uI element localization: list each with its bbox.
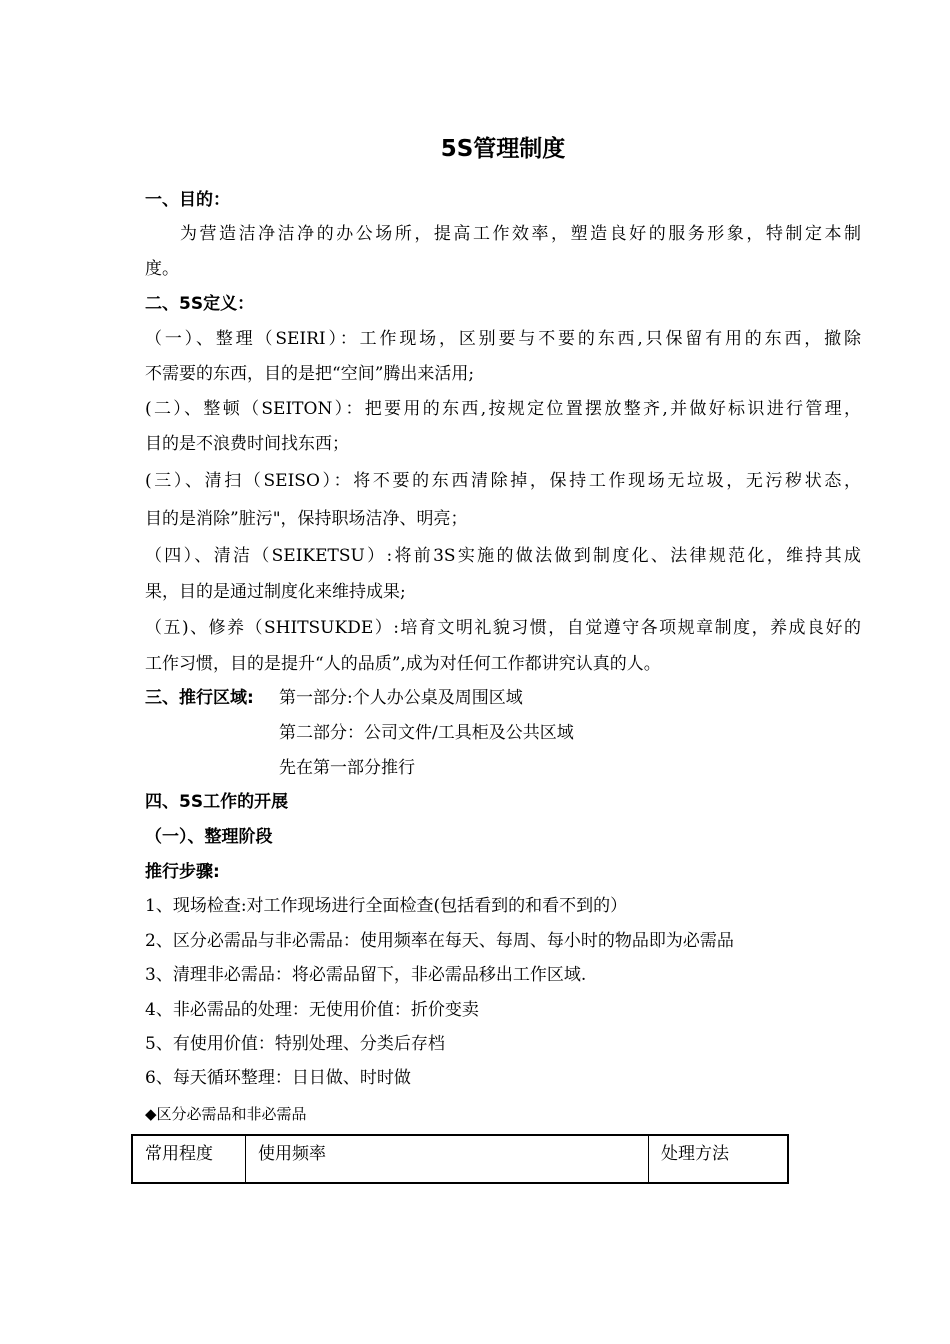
definition-seiton-line-1: (二）、整顿（SEITON）：把要用的东西,按规定位置摆放整齐,并做好标识进行管理，	[145, 399, 861, 419]
header-usage-frequency: 使用频率	[246, 1135, 649, 1183]
phase-heading: （一）、整理阶段	[145, 827, 273, 847]
definition-seiso-line-1: (三）、清扫（SEISO）：将不要的东西清除掉，保持工作现场无垃圾，无污秽状态，	[145, 471, 861, 491]
definition-seiso-line-2: 目的是消除”脏污"，保持职场洁净、明亮；	[145, 509, 468, 529]
purpose-paragraph-line-1: 为营造洁净洁净的办公场所，提高工作效率，塑造良好的服务形象，特制定本制	[180, 224, 861, 244]
definition-seiketsu-line-2: 果，目的是通过制度化来维持成果;	[145, 582, 406, 602]
area-first-step: 先在第一部分推行	[279, 758, 415, 778]
section-4-heading: 四、5S工作的开展	[145, 792, 289, 812]
table-header-row	[132, 1135, 788, 1183]
definition-shitsuke-line-2: 工作习惯，目的是提升“人的品质”,成为对任何工作都讲究认真的人。	[145, 654, 661, 674]
page-title: 5S管理制度	[440, 136, 566, 162]
step-item: 4、非必需品的处理：无使用价值：折价变卖	[145, 1000, 479, 1020]
step-item: 1、现场检查:对工作现场进行全面检查(包括看到的和看不到的）	[145, 896, 628, 916]
definition-seiri-line-1: （一）、整理（SEIRI）：工作现场，区别要与不要的东西,只保留有用的东西，撤除	[145, 329, 861, 349]
step-item: 5、有使用价值：特别处理、分类后存档	[145, 1034, 445, 1054]
header-handling-method: 处理方法	[649, 1135, 789, 1183]
section-2-heading: 二、5S定义：	[145, 294, 255, 314]
section-1-heading: 一、目的：	[145, 190, 230, 210]
steps-heading: 推行步骤:	[145, 862, 220, 882]
definition-shitsuke-line-1: （五)、修养（SHITSUKDE）:培育文明礼貌习惯，自觉遵守各项规章制度，养成良好的	[145, 618, 861, 638]
section-3-heading: 三、推行区域:	[145, 688, 254, 708]
area-part-1: 第一部分:个人办公桌及周围区域	[279, 688, 523, 708]
step-item: 2、区分必需品与非必需品：使用频率在每天、每周、每小时的物品即为必需品	[145, 931, 734, 951]
definition-seiri-line-2: 不需要的东西，目的是把“空间”腾出来活用;	[145, 364, 475, 384]
step-item: 6、每天循环整理：日日做、时时做	[145, 1068, 411, 1088]
bullet-caption: ◆区分必需品和非必需品	[145, 1105, 307, 1123]
purpose-paragraph-line-2: 度。	[145, 259, 179, 279]
definition-seiketsu-line-1: （四）、清洁（SEIKETSU）:将前3S实施的做法做到制度化、法律规范化，维持其成	[145, 546, 861, 566]
header-usage-level: 常用程度	[132, 1135, 246, 1183]
step-item: 3、清理非必需品：将必需品留下，非必需品移出工作区域.	[145, 965, 587, 985]
definition-seiton-line-2: 目的是不浪费时间找东西；	[145, 434, 349, 454]
area-part-2: 第二部分：公司文件/工具柜及公共区域	[279, 723, 574, 743]
necessity-table	[131, 1134, 789, 1184]
